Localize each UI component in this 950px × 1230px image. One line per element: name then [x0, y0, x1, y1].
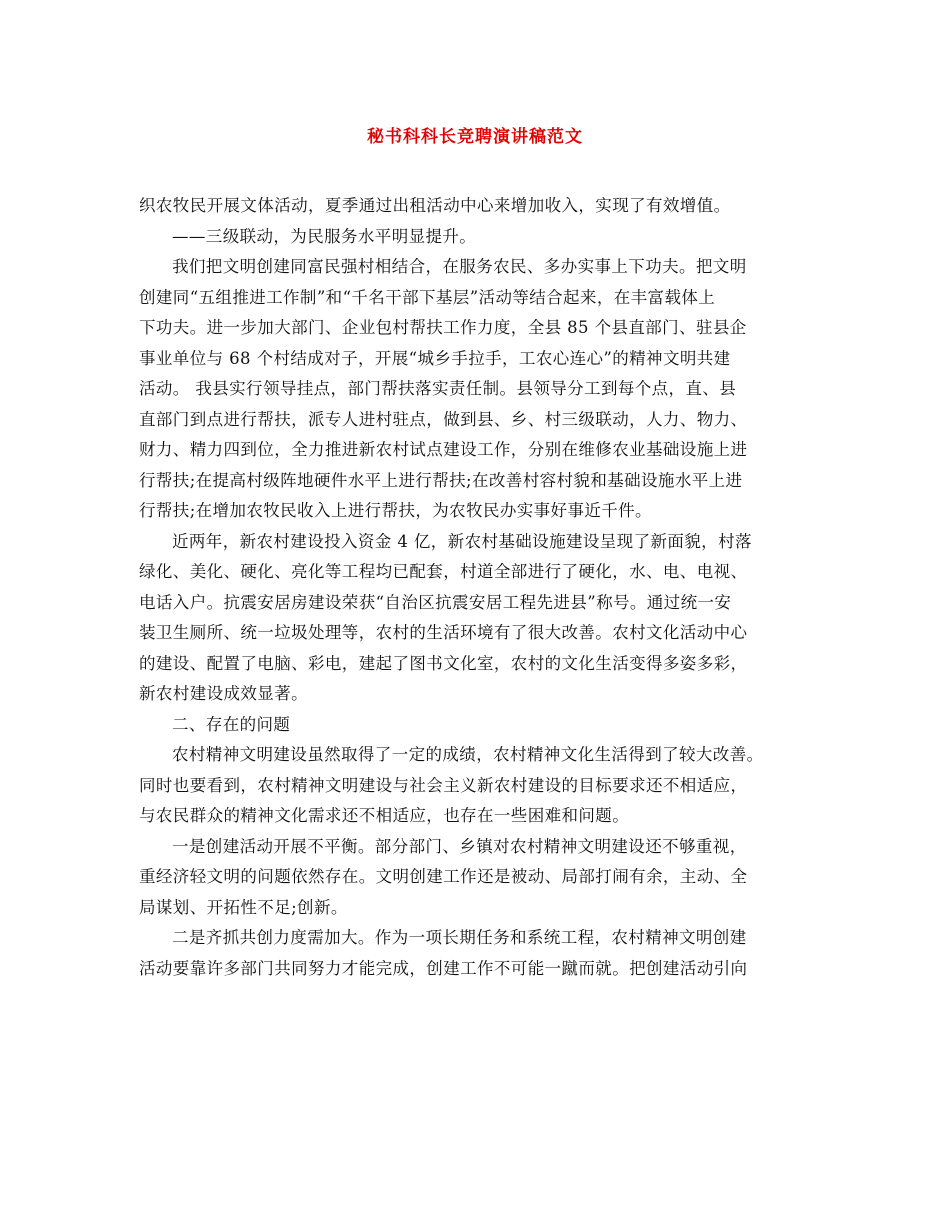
document-title: 秘书科科长竞聘演讲稿范文 — [367, 127, 583, 147]
text-line: 活动要靠许多部门共同努力才能完成，创建工作不可能一蹴而就。把创建活动引向 — [139, 958, 748, 978]
text-line: 二、存在的问题 — [172, 714, 291, 734]
text-line: 活动。 我县实行领导挂点，部门帮扶落实责任制。县领导分工到每个点，直、县 — [139, 379, 737, 398]
text-line: 农村精神文明建设虽然取得了一定的成绩，农村精神文化生活得到了较大改善。 — [172, 745, 764, 764]
text-line: 二是齐抓共创力度需加大。作为一项长期任务和系统工程，农村精神文明创建 — [172, 928, 747, 947]
text-line: 一是创建活动开展不平衡。部分部门、乡镇对农村精神文明建设还不够重视， — [172, 836, 747, 856]
text-line: 同时也要看到，农村精神文明建设与社会主义新农村建设的目标要求还不相适应， — [139, 775, 748, 795]
text-line: 事业单位与 68 个村结成对子，开展“城乡手拉手，工农心连心”的精神文明共建 — [139, 348, 731, 368]
text-line: 电话入户。抗震安居房建设荣获“自治区抗震安居工程先进县”称号。通过统一安 — [139, 592, 732, 612]
text-line: 新农村建设成效显著。 — [139, 684, 308, 703]
text-line: 绿化、美化、硬化、亮化等工程均已配套，村道全部进行了硬化，水、电、电视、 — [139, 562, 748, 581]
text-line: 财力、精力四到位，全力推进新农村试点建设工作，分别在维修农业基础设施上进 — [139, 440, 748, 459]
text-line: ——三级联动，为民服务水平明显提升。 — [172, 226, 477, 246]
text-line: 的建设、配置了电脑、彩电，建起了图书文化室，农村的文化生活变得多姿多彩， — [139, 653, 748, 673]
text-line: 近两年，新农村建设投入资金 4 亿，新农村基础设施建设呈现了新面貌，村落 — [172, 531, 752, 551]
document-body — [139, 191, 839, 984]
text-line: 与农民群众的精神文化需求还不相适应，也存在一些困难和问题。 — [139, 806, 630, 825]
text-line: 行帮扶;在提高村级阵地硬件水平上进行帮扶;在改善村容村貌和基础设施水平上进 — [139, 470, 743, 490]
text-line: 行帮扶;在增加农牧民收入上进行帮扶，为农牧民办实事好事近千件。 — [139, 501, 652, 520]
text-line: 直部门到点进行帮扶，派专人进村驻点，做到县、乡、村三级联动，人力、物力、 — [139, 409, 748, 429]
text-line: 创建同“五组推进工作制”和“千名干部下基层”活动等结合起来，在丰富载体上 — [139, 287, 716, 307]
text-line: 下功夫。进一步加大部门、企业包村帮扶工作力度，全县 85 个县直部门、驻县企 — [139, 318, 747, 337]
text-line: 装卫生厕所、统一垃圾处理等，农村的生活环境有了很大改善。农村文化活动中心 — [139, 623, 748, 642]
text-line: 重经济轻文明的问题依然存在。文明创建工作还是被动、局部打闹有余，主动、全 — [139, 867, 748, 886]
text-line: 局谋划、开拓性不足;创新。 — [139, 897, 348, 917]
text-line: 我们把文明创建同富民强村相结合，在服务农民、多办实事上下功夫。把文明 — [172, 257, 747, 276]
text-line: 织农牧民开展文体活动，夏季通过出租活动中心来增加收入，实现了有效增值。 — [139, 196, 731, 215]
